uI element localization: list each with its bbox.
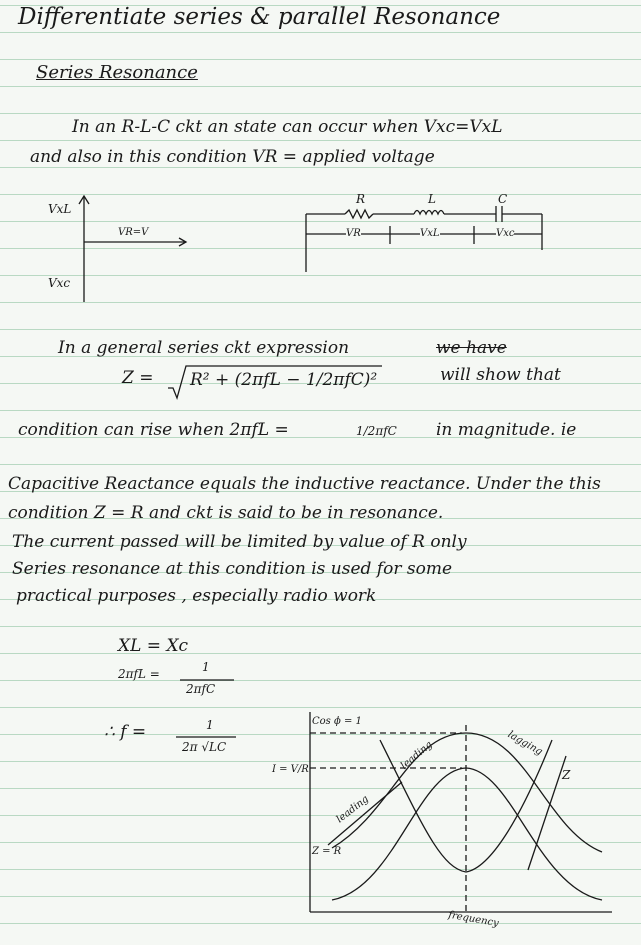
intro-line-2: and also in this condition VR = applied voltage: [30, 147, 435, 167]
general-line-1: In a general series ckt expression: [58, 338, 350, 358]
impedance-eq-label: Z =: [122, 368, 154, 388]
condition-fraction: 1/2πfC: [356, 424, 397, 438]
phasor-vr-label: VR=V: [118, 227, 149, 238]
circuit-c-label: C: [498, 192, 508, 206]
circuit-l-label: L: [428, 192, 436, 206]
graph-z-curve-label: Z: [562, 768, 571, 782]
phasor-vxl-label: VxL: [48, 202, 72, 216]
page-title: Differentiate series & parallel Resonance: [18, 4, 501, 30]
formula-3-numerator: 1: [206, 718, 214, 732]
explanation-line-3: The current passed will be limited by value of R only: [12, 532, 467, 552]
phasor-vxc-label: Vxc: [48, 276, 71, 290]
formula-2-denominator: 2πfC: [186, 682, 216, 696]
explanation-line-2: condition Z = R and ckt is said to be in resonance.: [8, 503, 444, 523]
condition-line-suffix: in magnitude. ie: [436, 420, 577, 440]
intro-line-1: In an R-L-C ckt an state can occur when Vxc=VxL: [72, 117, 503, 137]
formula-3-left: ∴ f =: [104, 722, 147, 742]
graph-x-axis-label: frequency: [447, 909, 500, 930]
graph-cos-label: Cos ϕ = 1: [312, 716, 362, 727]
formula-2-left: 2πfL =: [118, 667, 160, 681]
graph-leading-top-label: leading: [398, 739, 435, 772]
graph-leading-label: leading: [334, 793, 371, 826]
graph-impedance-label: Z = R: [312, 846, 342, 857]
circuit-r-label: R: [356, 192, 366, 206]
will-show-text: will show that: [440, 365, 561, 385]
formula-xl-xc: XL = Xc: [118, 636, 189, 656]
impedance-expression: R² + (2πfL − 1/2πfC)²: [190, 370, 378, 390]
graph-current-label: I = V/R: [272, 764, 309, 775]
circuit-vxc-label: Vxc: [496, 228, 515, 239]
struck-text: we have: [436, 338, 507, 358]
graph-lagging-label: lagging: [505, 729, 545, 758]
formula-3-denominator: 2π √LC: [182, 740, 227, 754]
explanation-line-1: Capacitive Reactance equals the inductive reactance. Under the this: [8, 474, 601, 494]
circuit-vr-label: VR: [346, 228, 361, 239]
condition-line-prefix: condition can rise when 2πfL =: [18, 420, 289, 440]
circuit-vxl-label: VxL: [420, 228, 440, 239]
explanation-line-5: practical purposes , especially radio work: [16, 586, 377, 606]
formula-2-numerator: 1: [202, 660, 210, 674]
section-heading: Series Resonance: [36, 62, 198, 83]
explanation-line-4: Series resonance at this condition is used for some: [12, 559, 452, 579]
